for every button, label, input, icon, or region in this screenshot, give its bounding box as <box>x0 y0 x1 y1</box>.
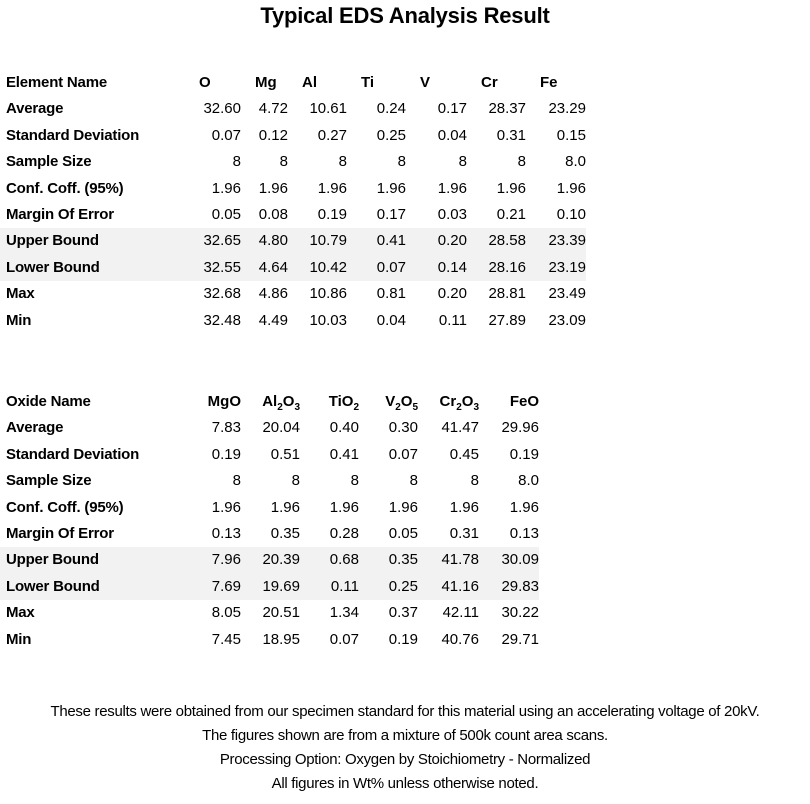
column-header: $Cr_2O_3$ <box>439 393 479 413</box>
table-cell: 0.17 <box>437 100 467 118</box>
table-cell: 0.35 <box>270 525 300 543</box>
table-cell: 0.19 <box>388 630 418 648</box>
table-cell: 0.12 <box>258 126 288 144</box>
table-cell: 7.96 <box>185 547 241 573</box>
table-cell: 10.42 <box>288 255 347 281</box>
table-cell: 29.71 <box>501 630 539 648</box>
table-cell: 30.22 <box>501 604 539 622</box>
table-cell: 0.11 <box>438 311 467 329</box>
table-cell: 0.19 <box>509 445 539 463</box>
table-cell: 7.69 <box>185 574 241 600</box>
table-cell: 0.17 <box>376 206 406 224</box>
table-cell: 0.07 <box>211 126 241 144</box>
table-cell: 0.20 <box>406 228 467 254</box>
table-cell: 8 <box>291 472 300 490</box>
table-cell: 28.81 <box>488 285 526 303</box>
row-label: Max <box>6 285 35 303</box>
table-cell: 0.28 <box>329 525 359 543</box>
table-cell: 0.13 <box>211 525 241 543</box>
table-cell: 0.31 <box>449 525 479 543</box>
table-cell: 32.48 <box>203 311 241 329</box>
table-cell: 0.30 <box>388 419 418 437</box>
table-row <box>0 468 539 494</box>
table-cell: 0.19 <box>211 445 241 463</box>
row-label: Conf. Coff. (95%) <box>6 179 124 197</box>
table-cell: 0.07 <box>329 630 359 648</box>
table-cell: 0.24 <box>376 100 406 118</box>
table-cell: 1.96 <box>317 179 347 197</box>
table-cell: 7.83 <box>211 419 241 437</box>
header-label: Element Name <box>6 74 107 91</box>
table-row <box>0 176 586 202</box>
table-cell: 19.69 <box>241 574 300 600</box>
column-header: MgO <box>207 393 241 410</box>
table-cell: 0.41 <box>329 445 359 463</box>
footnotes <box>0 700 810 796</box>
table-cell: 8 <box>470 472 479 490</box>
footnote-line: These results were obtained from our specimen standard for this material using an accelerating voltage of 20kV. <box>50 703 760 720</box>
table-cell: 0.27 <box>317 126 347 144</box>
table-cell: 0.40 <box>329 419 359 437</box>
table-row <box>0 442 539 468</box>
footnote-line: All figures in Wt% unless otherwise noted. <box>271 775 539 792</box>
table-cell: 0.20 <box>437 285 467 303</box>
table-cell: 0.81 <box>376 285 406 303</box>
table-cell: 0.08 <box>258 206 288 224</box>
table-cell: 0.07 <box>388 445 418 463</box>
table-cell: 10.79 <box>288 228 347 254</box>
row-label: Conf. Coff. (95%) <box>6 498 124 516</box>
table-cell: 0.03 <box>437 206 467 224</box>
table-cell: 42.11 <box>442 604 479 622</box>
column-header: Fe <box>540 74 558 91</box>
column-header: V <box>420 74 431 91</box>
table-cell: 10.61 <box>309 100 347 118</box>
row-label: Sample Size <box>6 472 92 490</box>
table-cell: 0.51 <box>270 445 300 463</box>
table-row <box>0 228 586 254</box>
row-label: Min <box>6 630 32 648</box>
table-cell: 0.13 <box>509 525 539 543</box>
table-cell: 0.04 <box>376 311 406 329</box>
table-row <box>0 281 586 307</box>
table-cell: 23.39 <box>526 228 586 254</box>
table-cell: 28.16 <box>467 255 526 281</box>
column-header: TiO$_2$ <box>328 393 359 413</box>
table-cell: 4.49 <box>258 311 288 329</box>
table-cell: 1.96 <box>376 179 406 197</box>
table-cell: 0.25 <box>376 126 406 144</box>
table-cell: 23.09 <box>548 311 586 329</box>
table-cell: 0.19 <box>317 206 347 224</box>
table-cell: 8.0 <box>565 153 586 171</box>
table-cell: 28.58 <box>467 228 526 254</box>
table-row <box>0 574 539 600</box>
row-label: Margin Of Error <box>6 525 114 543</box>
table-cell: 0.07 <box>347 255 406 281</box>
row-label: Upper Bound <box>0 228 185 254</box>
oxide-analysis-table <box>0 389 539 653</box>
table-cell: 8 <box>350 472 359 490</box>
table-cell: 1.96 <box>258 179 288 197</box>
table-cell: 23.49 <box>548 285 586 303</box>
table-cell: 29.83 <box>479 574 539 600</box>
row-label: Lower Bound <box>0 574 185 600</box>
table-row <box>0 255 586 281</box>
table-cell: 8 <box>517 153 526 171</box>
table-cell: 20.51 <box>262 604 300 622</box>
table-row <box>0 149 586 175</box>
column-header: Al <box>302 74 317 91</box>
header-label: Oxide Name <box>6 393 91 410</box>
table-cell: 0.37 <box>388 604 418 622</box>
table-cell: 0.31 <box>496 126 526 144</box>
row-label: Max <box>6 604 35 622</box>
table-cell: 8 <box>232 153 241 171</box>
table-cell: 32.60 <box>203 100 241 118</box>
column-header: FeO <box>509 393 539 410</box>
row-label: Standard Deviation <box>6 126 140 144</box>
table-cell: 0.11 <box>300 574 359 600</box>
element-analysis-table <box>0 70 586 334</box>
table-row <box>0 600 539 626</box>
table-cell: 0.10 <box>556 206 586 224</box>
table-header-row <box>0 389 539 415</box>
table-cell: 0.21 <box>496 206 526 224</box>
table-cell: 8.05 <box>211 604 241 622</box>
table-cell: 0.45 <box>449 445 479 463</box>
row-label: Standard Deviation <box>6 445 140 463</box>
row-label: Average <box>6 100 64 118</box>
table-cell: 1.96 <box>329 498 359 516</box>
table-row <box>0 495 539 521</box>
footnote-line: The figures shown are from a mixture of 500k count area scans. <box>202 727 608 744</box>
table-cell: 28.37 <box>488 100 526 118</box>
table-row <box>0 96 586 122</box>
table-cell: 0.05 <box>388 525 418 543</box>
table-cell: 30.09 <box>479 547 539 573</box>
table-cell: 32.55 <box>185 255 241 281</box>
row-label: Upper Bound <box>0 547 185 573</box>
table-row <box>0 415 539 441</box>
table-cell: 10.86 <box>309 285 347 303</box>
table-cell: 7.45 <box>211 630 241 648</box>
table-cell: 1.96 <box>211 179 241 197</box>
table-cell: 41.16 <box>418 574 479 600</box>
table-cell: 18.95 <box>262 630 300 648</box>
table-cell: 4.72 <box>258 100 288 118</box>
table-cell: 40.76 <box>441 630 479 648</box>
table-cell: 1.96 <box>509 498 539 516</box>
table-cell: 4.86 <box>258 285 288 303</box>
table-cell: 0.41 <box>347 228 406 254</box>
table-cell: 8.0 <box>518 472 539 490</box>
table-cell: 1.96 <box>211 498 241 516</box>
table-cell: 1.96 <box>449 498 479 516</box>
table-row <box>0 627 539 653</box>
table-cell: 32.65 <box>185 228 241 254</box>
table-cell: 8 <box>458 153 467 171</box>
table-cell: 23.29 <box>548 100 586 118</box>
row-label: Sample Size <box>6 153 92 171</box>
table-cell: 41.47 <box>441 419 479 437</box>
page-title: Typical EDS Analysis Result <box>260 3 550 28</box>
column-header: Ti <box>361 74 375 91</box>
table-header-row <box>0 70 586 96</box>
table-cell: 1.96 <box>437 179 467 197</box>
table-cell: 0.25 <box>359 574 418 600</box>
table-cell: 8 <box>397 153 406 171</box>
column-header: $Al_2O_3$ <box>262 393 300 413</box>
table-cell: 0.04 <box>437 126 467 144</box>
table-row <box>0 308 586 334</box>
table-cell: 8 <box>232 472 241 490</box>
table-cell: 41.78 <box>418 547 479 573</box>
table-row <box>0 547 539 573</box>
table-cell: 0.35 <box>359 547 418 573</box>
table-cell: 27.89 <box>488 311 526 329</box>
row-label: Margin Of Error <box>6 206 114 224</box>
table-cell: 20.04 <box>262 419 300 437</box>
table-cell: 10.03 <box>309 311 347 329</box>
table-cell: 20.39 <box>241 547 300 573</box>
table-cell: 23.19 <box>526 255 586 281</box>
table-cell: 0.68 <box>300 547 359 573</box>
table-cell: 4.64 <box>241 255 288 281</box>
table-cell: 1.34 <box>329 604 359 622</box>
column-header: Mg <box>255 74 277 91</box>
column-header: O <box>199 74 211 91</box>
table-cell: 1.96 <box>496 179 526 197</box>
table-cell: 8 <box>279 153 288 171</box>
row-label: Average <box>6 419 64 437</box>
table-cell: 1.96 <box>270 498 300 516</box>
table-cell: 1.96 <box>388 498 418 516</box>
table-cell: 0.05 <box>211 206 241 224</box>
table-row <box>0 202 586 228</box>
column-header: $V_2O_5$ <box>385 393 418 413</box>
table-cell: 4.80 <box>241 228 288 254</box>
table-cell: 32.68 <box>203 285 241 303</box>
table-row <box>0 123 586 149</box>
table-cell: 1.96 <box>556 179 586 197</box>
footnote-line: Processing Option: Oxygen by Stoichiometry - Normalized <box>219 751 591 768</box>
table-cell: 0.15 <box>556 126 586 144</box>
table-cell: 0.14 <box>406 255 467 281</box>
row-label: Min <box>6 311 32 329</box>
table-cell: 29.96 <box>501 419 539 437</box>
row-label: Lower Bound <box>0 255 185 281</box>
table-cell: 8 <box>409 472 418 490</box>
table-row <box>0 521 539 547</box>
table-cell: 8 <box>338 153 347 171</box>
column-header: Cr <box>481 74 498 91</box>
